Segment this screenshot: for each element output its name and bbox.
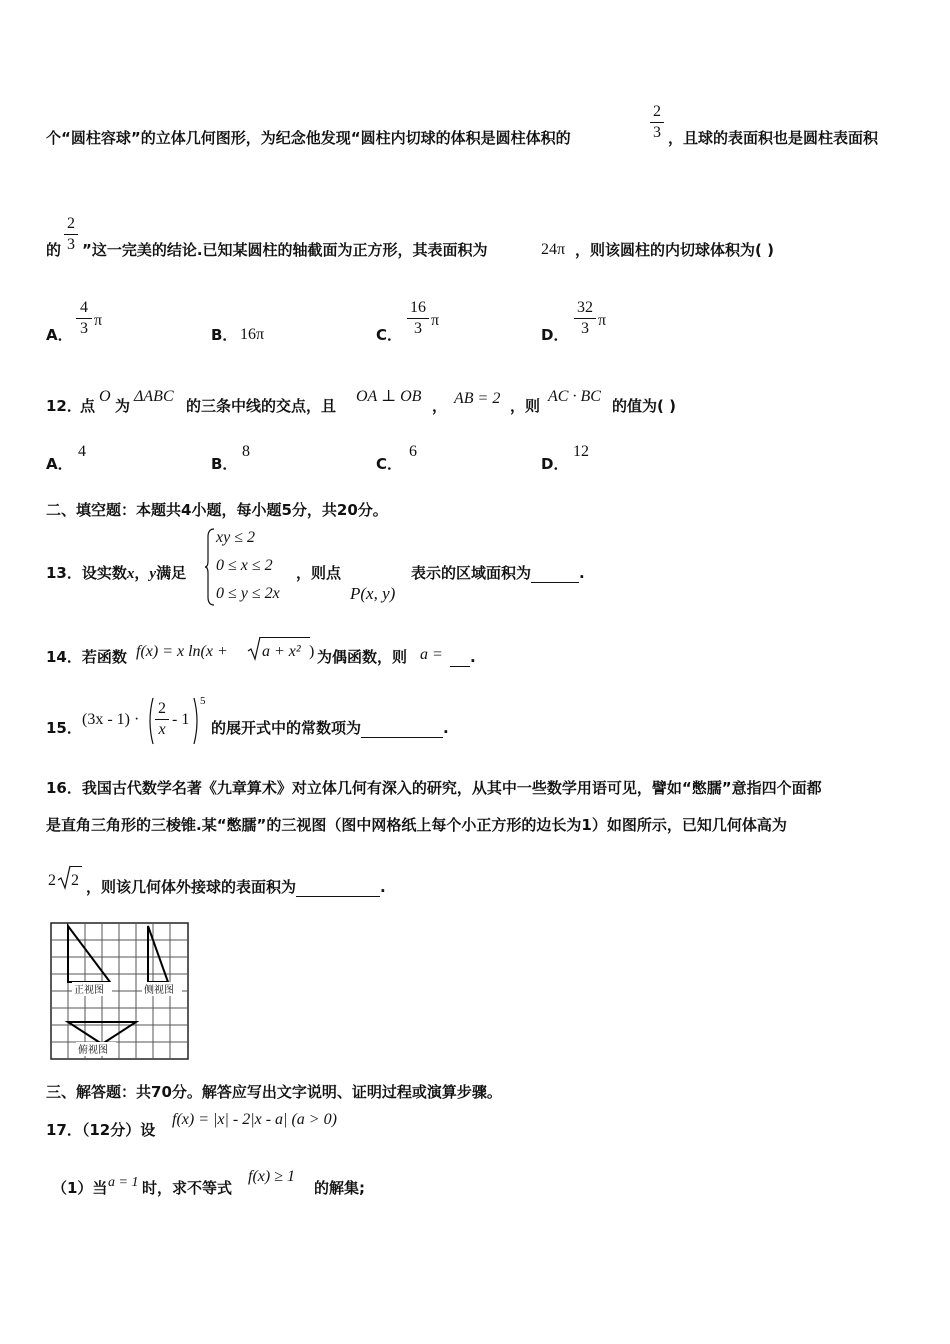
frac-denominator: 3: [80, 320, 88, 337]
q11-option-d-label: D．: [541, 326, 569, 344]
q14-radical-sign: [247, 636, 261, 662]
q12-option-d-value: 12: [573, 443, 589, 460]
q14-radicand: a + x²: [262, 643, 301, 660]
q11-line1: [46, 128, 571, 148]
q13-prefix: [46, 563, 186, 584]
frac-bar: [76, 318, 92, 319]
q17-part1-a: a = 1: [108, 1175, 139, 1190]
q17-part1-prefix: （1）当: [52, 1179, 108, 1197]
q16-height-rad: 2: [71, 872, 79, 889]
q13-point: P(x, y): [350, 584, 396, 603]
q12-option-c-label: C．: [376, 455, 403, 473]
frac-denominator: 3: [653, 124, 661, 141]
q13-left-brace: [204, 527, 216, 607]
q15-left-paren: [146, 697, 154, 745]
q13-var-x: x: [126, 566, 135, 582]
q14-answer-blank[interactable]: [450, 666, 470, 667]
q12-perpendicular: OA ⊥ OB: [356, 388, 422, 405]
q12-text-3: 的三条中线的交点，且: [186, 397, 337, 415]
q11-option-d-fraction: [574, 299, 596, 338]
q11-line2-end: ，则该圆柱的内切球体积为( ): [575, 241, 774, 259]
q12-dot-product: AC · BC: [548, 388, 601, 405]
frac-bar: [155, 719, 169, 720]
q16-radical-bar: [70, 866, 82, 867]
q13-text-mid: 满足: [156, 564, 187, 582]
q14-end: .: [470, 648, 476, 666]
q13-answer-blank[interactable]: [531, 582, 579, 583]
q16-three-view-figure: [50, 922, 190, 1060]
q11-fraction-two-thirds: [650, 103, 664, 142]
q15-post: [211, 718, 449, 738]
q12-option-b-value: 8: [242, 443, 250, 460]
q12-option-b-label: B．: [211, 455, 238, 473]
q12-option-d-label: D．: [541, 455, 569, 473]
q11-line2-mid: ”这一完美的结论.已知某圆柱的轴截面为正方形，其表面积为: [82, 241, 488, 259]
q11-fraction-two-thirds-2: [64, 215, 78, 254]
q12-point-o: O: [99, 388, 111, 405]
frac-numerator: 2: [158, 700, 166, 717]
q11-option-c-label: C．: [376, 326, 403, 344]
q11-line2-prefix: 的: [46, 241, 62, 259]
frac-numerator: 16: [410, 299, 426, 316]
q17-part1-end: 的解集;: [314, 1179, 365, 1197]
q16-line3: [86, 877, 386, 897]
q11-line1-end: ，且球的表面积也是圆柱表面积: [668, 129, 879, 147]
q12-text-1: 点: [80, 397, 96, 415]
q12-option-a-value: 4: [78, 443, 86, 460]
q11-option-d-pi: π: [598, 312, 607, 329]
q14-radical-bar: [260, 637, 310, 638]
q12-option-a-label: A．: [46, 455, 73, 473]
q11-option-c-pi: π: [431, 312, 440, 329]
q16-line1: 16．我国古代数学名著《九章算术》对立体几何有深入的研究，从其中一些数学用语可见，譬如“憋臑”意指四个面都: [46, 779, 822, 797]
q15-fraction: [155, 700, 169, 739]
q16-end: .: [380, 878, 386, 896]
q13-constraint-3: 0 ≤ y ≤ 2x: [216, 585, 280, 602]
q16-radical-sign: [57, 865, 71, 891]
q14-mid: 为偶函数，则: [317, 648, 408, 666]
frac-numerator: 2: [67, 215, 75, 232]
q17-function: f(x) = |x| - 2|x - a| (a > 0): [172, 1111, 337, 1128]
section-2-heading: 二、填空题：本题共4小题，每小题5分，共20分。: [46, 501, 388, 519]
q16-line2: 是直角三角形的三棱锥.某“憋臑”的三视图（图中网格纸上每个小正方形的边长为1）如图所示，已知几何体高为: [46, 816, 787, 834]
q14-function: f(x) = x ln(x +: [136, 643, 228, 660]
q11-text-1: 个“圆柱容球”的立体几何图形，为纪念他发现“圆柱内切球的体积是圆柱体积的: [46, 129, 571, 147]
q11-option-c-fraction: [407, 299, 429, 338]
q14-close-paren: ): [309, 643, 315, 660]
q12-option-c-value: 6: [409, 443, 417, 460]
q12-text-2: 为: [115, 397, 131, 415]
frac-numerator: 4: [80, 299, 88, 316]
q13-then: ，则点: [296, 564, 342, 582]
q14-prefix: 14．若函数: [46, 648, 127, 666]
q11-option-a-label: A．: [46, 326, 73, 344]
q13-constraint-1: xy ≤ 2: [216, 529, 255, 546]
q12-text-5: 的值为( ): [612, 397, 676, 415]
frac-bar: [650, 122, 664, 123]
q12-text-4: ，则: [510, 397, 541, 415]
q16-answer-blank[interactable]: [296, 896, 380, 897]
q16-text-3: ，则该几何体外接球的表面积为: [86, 878, 297, 896]
frac-bar: [574, 318, 596, 319]
q11-option-a-pi: π: [94, 312, 103, 329]
q15-text-post: 的展开式中的常数项为: [211, 719, 362, 737]
q15-prefix: 15．: [46, 719, 82, 737]
frac-numerator: 32: [577, 299, 593, 316]
q12-triangle: ΔABC: [134, 388, 174, 405]
q15-minus-one: - 1: [172, 711, 190, 728]
q12-ab-length: AB = 2: [454, 390, 501, 407]
q15-answer-blank[interactable]: [361, 737, 443, 738]
q13-text-post: 表示的区域面积为: [411, 564, 532, 582]
frac-numerator: 2: [653, 103, 661, 120]
q15-exponent: 5: [200, 695, 206, 707]
q12-number: 12．: [46, 397, 82, 415]
frac-denominator: 3: [581, 320, 589, 337]
q14-blank-wrap: [450, 647, 476, 667]
q11-option-a-fraction: [76, 299, 92, 338]
q17-prefix: 17．（12分）设: [46, 1121, 156, 1139]
frac-bar: [407, 318, 429, 319]
top-view-label: 俯视图: [78, 1045, 108, 1056]
q17-part1-mid: 时，求不等式: [142, 1179, 233, 1197]
q13-post: [411, 563, 585, 583]
q15-base: (3x - 1) ·: [82, 711, 140, 728]
front-view-label: 正视图: [74, 985, 104, 996]
side-view-label: 侧视图: [144, 985, 174, 996]
q13-sep: ，: [134, 564, 150, 582]
q17-part1-inequality: f(x) ≥ 1: [248, 1168, 295, 1185]
frac-bar: [64, 234, 78, 235]
q14-a-equals: a =: [420, 646, 443, 663]
q15-end: .: [443, 719, 449, 737]
q11-option-b-value: 16π: [240, 326, 265, 343]
section-3-heading: 三、解答题：共70分。解答应写出文字说明、证明过程或演算步骤。: [46, 1083, 502, 1101]
q13-constraint-2: 0 ≤ x ≤ 2: [216, 557, 273, 574]
q13-end: .: [579, 564, 585, 582]
q13-var-y: y: [149, 566, 157, 582]
q11-option-b-label: B．: [211, 326, 238, 344]
frac-denominator: 3: [414, 320, 422, 337]
q16-height-coef: 2: [48, 872, 56, 889]
q13-text-pre: 13．设实数: [46, 564, 127, 582]
q11-area: 24π: [541, 241, 566, 258]
frac-denominator: x: [158, 721, 166, 738]
q12-comma: ，: [432, 397, 448, 415]
frac-denominator: 3: [67, 236, 75, 253]
